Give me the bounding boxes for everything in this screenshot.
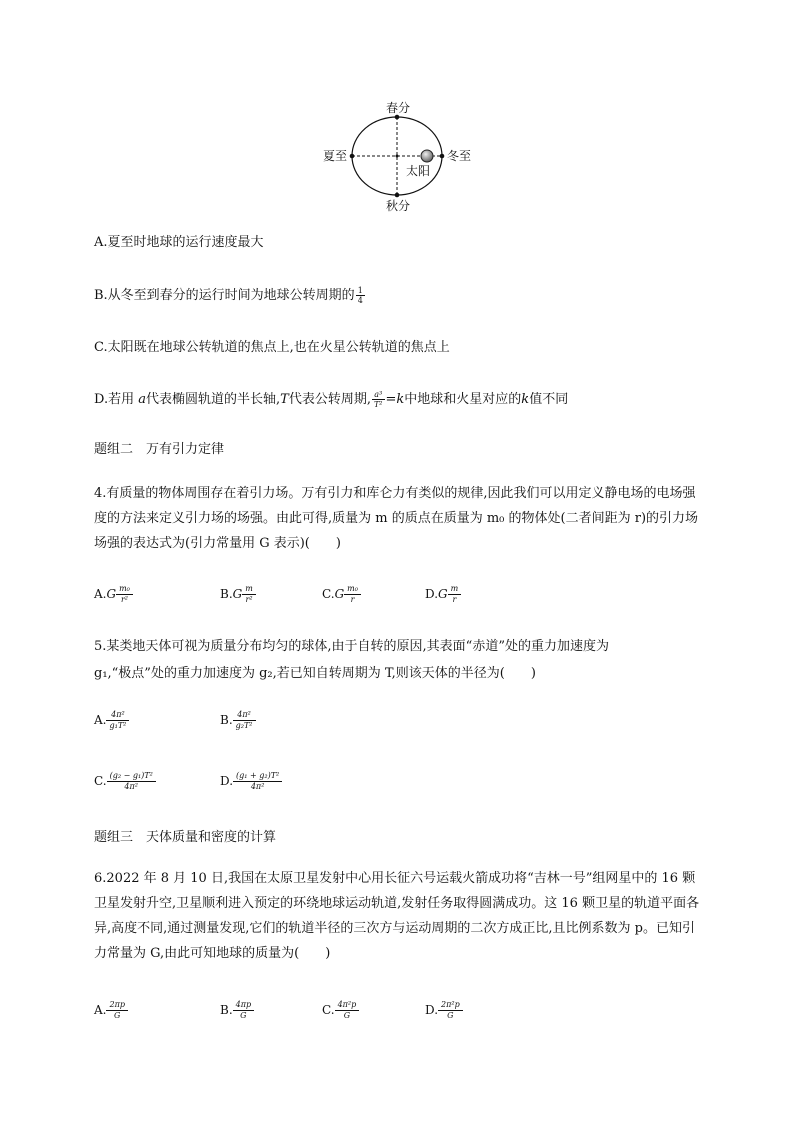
- q6-option-c[interactable]: C. $\frac{\text{4π²p}}{G}$: [322, 1000, 359, 1021]
- q6-option-b[interactable]: B. $\frac{4\pi p}{G}$: [220, 1000, 254, 1021]
- q3-option-d[interactable]: D.若用 a代表椭圆轨道的半长轴,T代表公转周期, $\frac{\text{a³}}{\text{T²}}$ =k中地球和火星对应的k值不同: [94, 390, 569, 409]
- autumn-point: [395, 193, 400, 198]
- orbit-diagram: [318, 96, 478, 216]
- q5-stem-line2: g₁,“极点”处的重力加速度为 g₂,若已知自转周期为 T,则该天体的半径为( ): [94, 666, 536, 681]
- q5-stem-line1: 5.某类地天体可视为质量分布均匀的球体,由于自转的原因,其表面“赤道”处的重力加速度为: [94, 639, 609, 654]
- q4-option-c[interactable]: C.G $\frac{\text{m₀}}{r}$: [322, 584, 361, 605]
- q5-option-c[interactable]: C. $\frac{\text{(g₂ − g₁)T²}}{\text{4π²}}$: [94, 771, 156, 792]
- q3-option-b-text: B.从冬至到春分的运行时间为地球公转周期的: [94, 288, 355, 303]
- summer-point: [350, 154, 355, 159]
- q3-option-b-fraction: $\frac{1}{4}$: [357, 286, 363, 305]
- q4-option-d[interactable]: D.G $\frac{m}{r}$: [425, 584, 461, 605]
- q4-option-b[interactable]: B.G $\frac{m}{\text{r²}}$: [220, 584, 256, 605]
- group2-heading: 题组二 万有引力定律: [94, 442, 225, 457]
- label-sun: 太阳: [406, 164, 431, 178]
- label-winter: 冬至: [447, 149, 472, 163]
- group3-heading: 题组三 天体质量和密度的计算: [94, 830, 277, 845]
- q4-option-a[interactable]: A.G $\frac{\text{m₀}}{\text{r²}}$: [94, 584, 133, 605]
- label-summer: 夏至: [323, 149, 348, 163]
- q3-option-c[interactable]: [94, 339, 450, 357]
- label-autumn: 秋分: [386, 199, 411, 213]
- q3-option-c-text: C.太阳既在地球公转轨道的焦点上,也在火星公转轨道的焦点上: [94, 340, 450, 355]
- q3-option-b[interactable]: [94, 286, 366, 305]
- q3-option-a[interactable]: [94, 234, 264, 252]
- q4-stem: 4.有质量的物体周围存在着引力场。万有引力和库仑力有类似的规律,因此我们可以用定义静电场的电场强度的方法来定义引力场的场强。由此可得,质量为 m 的质点在质量为 m₀ 的物体处(二者间距为 r)的引力场场强的表达式为(引力常量用 G 表示)( ): [94, 486, 699, 551]
- q3-option-a-text: A.夏至时地球的运行速度最大: [94, 235, 264, 250]
- winter-point: [440, 154, 445, 159]
- q6-option-d[interactable]: D. $\frac{\text{2π²p}}{G}$: [425, 1000, 463, 1021]
- label-spring: 春分: [386, 101, 411, 115]
- q5-option-d[interactable]: D. $\frac{\text{(g₁ + g₂)T²}}{\text{4π²}}$: [220, 771, 282, 792]
- q5-option-b[interactable]: B. $\frac{\text{4π²}}{\text{g₂T²}}$: [220, 710, 256, 731]
- q3-option-d-fraction: $\frac{\text{a³}}{\text{T²}}$: [373, 390, 383, 409]
- q5-option-a[interactable]: A. $\frac{\text{4π²}}{\text{g₁T²}}$: [94, 710, 129, 731]
- q6-option-a[interactable]: A. $\frac{2\pi p}{G}$: [94, 1000, 128, 1021]
- sun-icon: [421, 150, 433, 162]
- spring-point: [395, 115, 400, 120]
- q6-stem: 6.2022 年 8 月 10 日,我国在太原卫星发射中心用长征六号运载火箭成功将“吉林一号”组网星中的 16 颗卫星发射升空,卫星顺利进入预定的环绕地球运动轨道,发射任务取得圆满成功。这 16 颗卫星的轨道平面各异,高度不同,通过测量发现,它们的轨道半径的三次方与运动周期的二次方成正比,且比例系数为 p。已知引力常量为 G,由此可知地球的质量为( ): [94, 871, 700, 961]
- center-point: [396, 155, 399, 158]
